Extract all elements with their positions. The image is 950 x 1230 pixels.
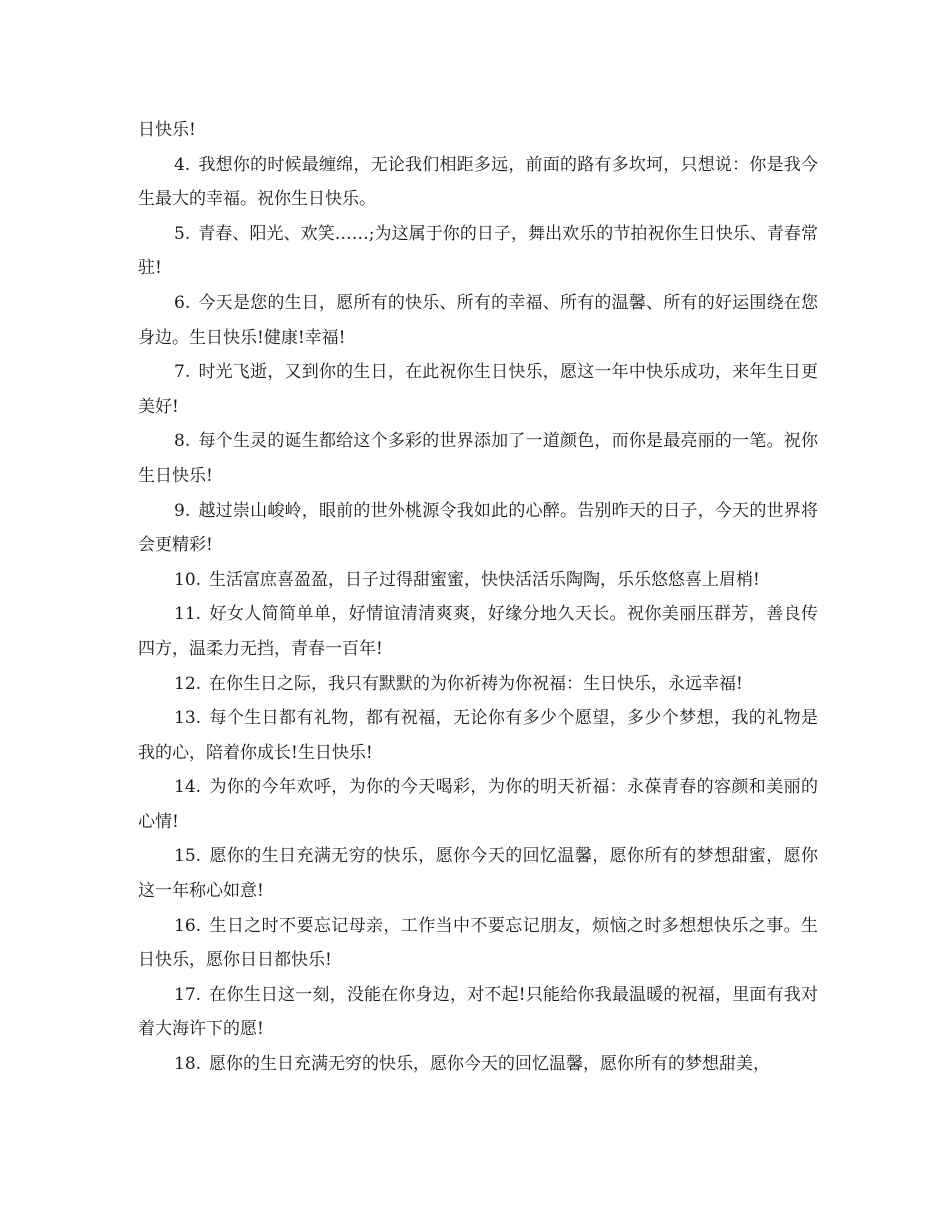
list-item (138, 355, 818, 424)
item-number: 8. (174, 431, 191, 452)
item-number: 18. (174, 1054, 202, 1075)
list-item (138, 909, 818, 978)
document-body (138, 113, 818, 1082)
item-text: 在你生日这一刻，没能在你身边，对不起!只能给你我最温暖的祝福，里面有我对着大海许下的愿! (138, 984, 818, 1040)
item-text: 为你的今年欢呼，为你的今天喝彩，为你的明天祈福：永葆青春的容颜和美丽的心情! (138, 777, 818, 832)
item-text: 每个生日都有礼物，都有祝福，无论你有多少个愿望，多少个梦想，我的礼物是我的心，陪着你成长!生日快乐! (138, 708, 818, 763)
item-number: 12. (174, 673, 202, 694)
list-item (138, 286, 818, 355)
item-number: 14. (174, 777, 202, 798)
item-number: 16. (174, 915, 202, 936)
item-number: 15. (174, 846, 202, 867)
item-text: 我想你的时候最缠绵，无论我们相距多远，前面的路有多坎坷，只想说：你是我今生最大的幸福。祝你生日快乐。 (138, 154, 818, 210)
item-text: 愿你的生日充满无穷的快乐，愿你今天的回忆温馨，愿你所有的梦想甜蜜，愿你这一年称心如意! (138, 846, 818, 902)
item-text: 愿你的生日充满无穷的快乐，愿你今天的回忆温馨，愿你所有的梦想甜美， (209, 1054, 771, 1075)
item-number: 9. (174, 500, 191, 521)
list-item (138, 1047, 818, 1082)
item-number: 7. (174, 362, 191, 383)
list-item (138, 597, 818, 666)
item-number: 11. (174, 604, 202, 625)
item-text: 生活富庶喜盈盈，日子过得甜蜜蜜，快快活活乐陶陶，乐乐悠悠喜上眉梢! (209, 569, 760, 590)
list-item (138, 839, 818, 908)
item-number: 4. (174, 154, 191, 175)
list-item (138, 424, 818, 493)
item-text: 生日之时不要忘记母亲，工作当中不要忘记朋友，烦恼之时多想想快乐之事。生日快乐，愿你日日都快乐! (138, 915, 818, 971)
item-text: 好女人简简单单，好情谊清清爽爽，好缘分地久天长。祝你美丽压群芳，善良传四方，温柔力无挡，青春一百年! (138, 604, 818, 659)
list-item (138, 770, 818, 839)
intro-paragraph: 日快乐! (138, 120, 196, 140)
item-text: 在你生日之际，我只有默默的为你祈祷为你祝福：生日快乐，永远幸福! (209, 673, 743, 694)
item-number: 17. (174, 984, 202, 1005)
list-item (138, 148, 818, 217)
list-item (138, 494, 818, 563)
item-text: 每个生灵的诞生都给这个多彩的世界添加了一道颜色，而你是最亮丽的一笔。祝你生日快乐! (138, 431, 818, 486)
item-text: 青春、阳光、欢笑……;为这属于你的日子，舞出欢乐的节拍祝你生日快乐、青春常驻! (138, 223, 818, 279)
list-item (138, 563, 818, 598)
list-item (138, 978, 818, 1047)
item-number: 10. (174, 569, 202, 590)
list-item (138, 667, 818, 702)
item-text: 今天是您的生日，愿所有的快乐、所有的幸福、所有的温馨、所有的好运围绕在您身边。生日快乐!健康!幸福! (138, 292, 818, 348)
item-number: 5. (174, 223, 191, 244)
item-number: 6. (174, 292, 191, 313)
item-number: 13. (174, 708, 202, 729)
item-text: 时光飞逝，又到你的生日，在此祝你生日快乐，愿这一年中快乐成功，来年生日更美好! (138, 362, 818, 417)
list-item (138, 217, 818, 286)
item-text: 越过崇山峻岭，眼前的世外桃源令我如此的心醉。告别昨天的日子，今天的世界将会更精彩! (138, 500, 818, 556)
list-item (138, 701, 818, 770)
